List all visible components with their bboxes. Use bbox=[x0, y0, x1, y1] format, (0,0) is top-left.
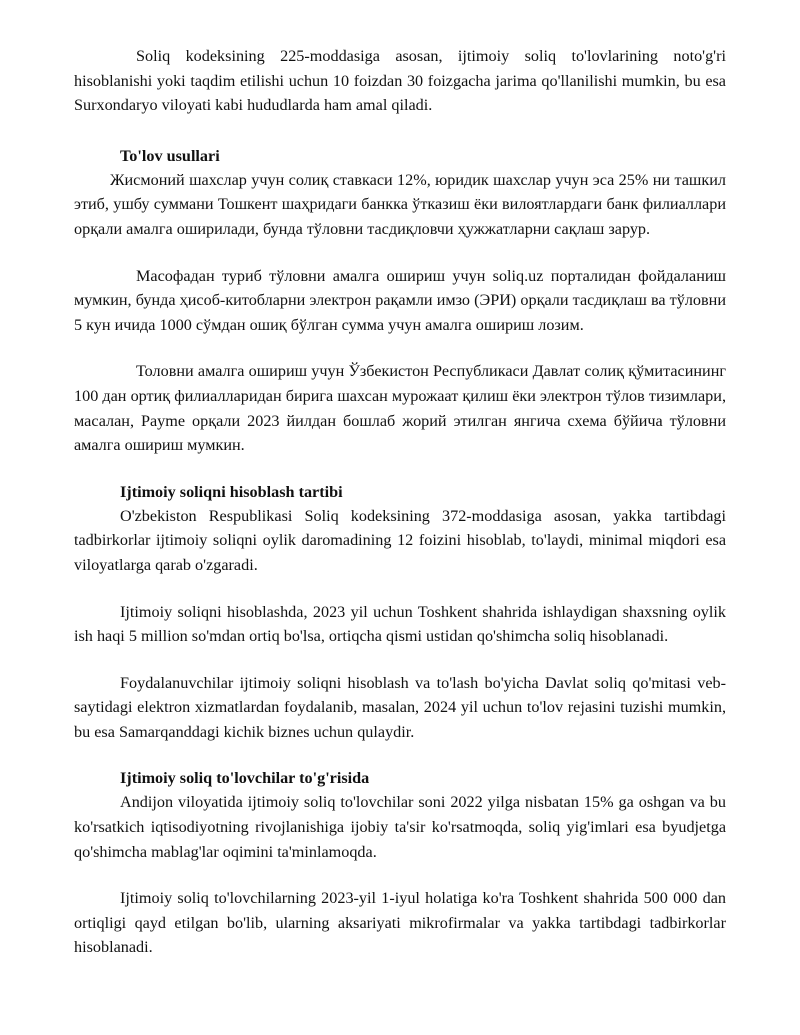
paragraph-remote-payment: Масофадан туриб тўловни амалга ошириш учун soliq.uz порталидан фойдаланиш мумкин, бунда ҳисоб-китобларни электрон рақамли имзо (ЭРИ) орқали тасдиқлаш ва тўловни 5 кун ичида 1000 сўмдан ошиқ бўлган сумма учун амалга ошириш лозим. bbox=[74, 266, 726, 334]
paragraph-andijon-growth: Andijon viloyatida ijtimoiy soliq to'lovchilar soni 2022 yilga nisbatan 15% ga oshgan va bu ko'rsatkich iqtisodiyotning rivojlanishiga ijobiy ta'sir ko'rsatmoqda, soliq yig'imlari esa byudjetga qo'shimcha mablag'lar oqimini ta'minlamoqda. bbox=[74, 793, 726, 861]
paragraph-online-services: Foydalanuvchilar ijtimoiy soliqni hisoblash va to'lash bo'yicha Davlat soliq qo'mitasi veb-saytidagi elektron xizmatlardan foydalanib, masalan, 2024 yil uchun to'lov rejasini tuzishi mumkin, bu esa Samarqanddagi kichik biznes uchun qulaydir. bbox=[74, 673, 726, 741]
paragraph-penalty: Soliq kodeksining 225-moddasiga asosan, ijtimoiy soliq to'lovlarining noto'g'ri hisoblanishi yoki taqdim etilishi uchun 10 foizdan 30 foizgacha jarima qo'llanilishi mumkin, bu esa Surxondaryo viloyati kabi hududlarda ham amal qiladi. bbox=[74, 47, 726, 115]
heading-about-payers: Ijtimoiy soliq to'lovchilar to'g'risida bbox=[120, 769, 370, 788]
paragraph-article-372: O'zbekiston Respublikasi Soliq kodeksining 372-moddasiga asosan, yakka tartibdagi tadbirkorlar ijtimoiy soliqni oylik daromadining 12 foizini hisoblab, to'laydi, minimal miqdori esa viloyatlarga qarab o'zgaradi. bbox=[74, 506, 726, 574]
paragraph-branches-payme: Толовни амалга ошириш учун Ўзбекистон Республикаси Давлат солиқ қўмитасининг 100 дан ортиқ филиалларидан бирига шахсан мурожаат қилиш ёки электрон тўлов тизимлари, масалан, Payme орқали 2023 йилдан бошлаб жорий этилган янгича схема бўйича тўловни амалга ошириш мумкин. bbox=[74, 362, 726, 455]
heading-calculation-order: Ijtimoiy soliqni hisoblash tartibi bbox=[120, 482, 343, 501]
heading-payment-methods: To'lov usullari bbox=[120, 146, 220, 165]
paragraph-salary-threshold: Ijtimoiy soliqni hisoblashda, 2023 yil uchun Toshkent shahrida ishlaydigan shaxsning oylik ish haqi 5 million so'mdan ortiq bo'lsa, ortiqcha qismi ustidan qo'shimcha soliq hisoblanadi. bbox=[74, 602, 726, 646]
paragraph-tax-rates: Жисмоний шахслар учун солиқ ставкаси 12%, юридик шахслар учун эса 25% ни ташкил этиб, ушбу суммани Тошкент шаҳридаги банкка ўтказиш ёки вилоятлардаги банк филиаллари орқали амалга оширилади, бунда тўловни тасдиқловчи ҳужжатларни сақлаш зарур. bbox=[74, 170, 726, 238]
paragraph-tashkent-payers: Ijtimoiy soliq to'lovchilarning 2023-yil 1-iyul holatiga ko'ra Toshkent shahrida 500 000 dan ortiqligi qayd etilgan bo'lib, ularning aksariyati mikrofirmalar va yakka tartibdagi tadbirkorlar hisoblanadi. bbox=[74, 889, 726, 957]
